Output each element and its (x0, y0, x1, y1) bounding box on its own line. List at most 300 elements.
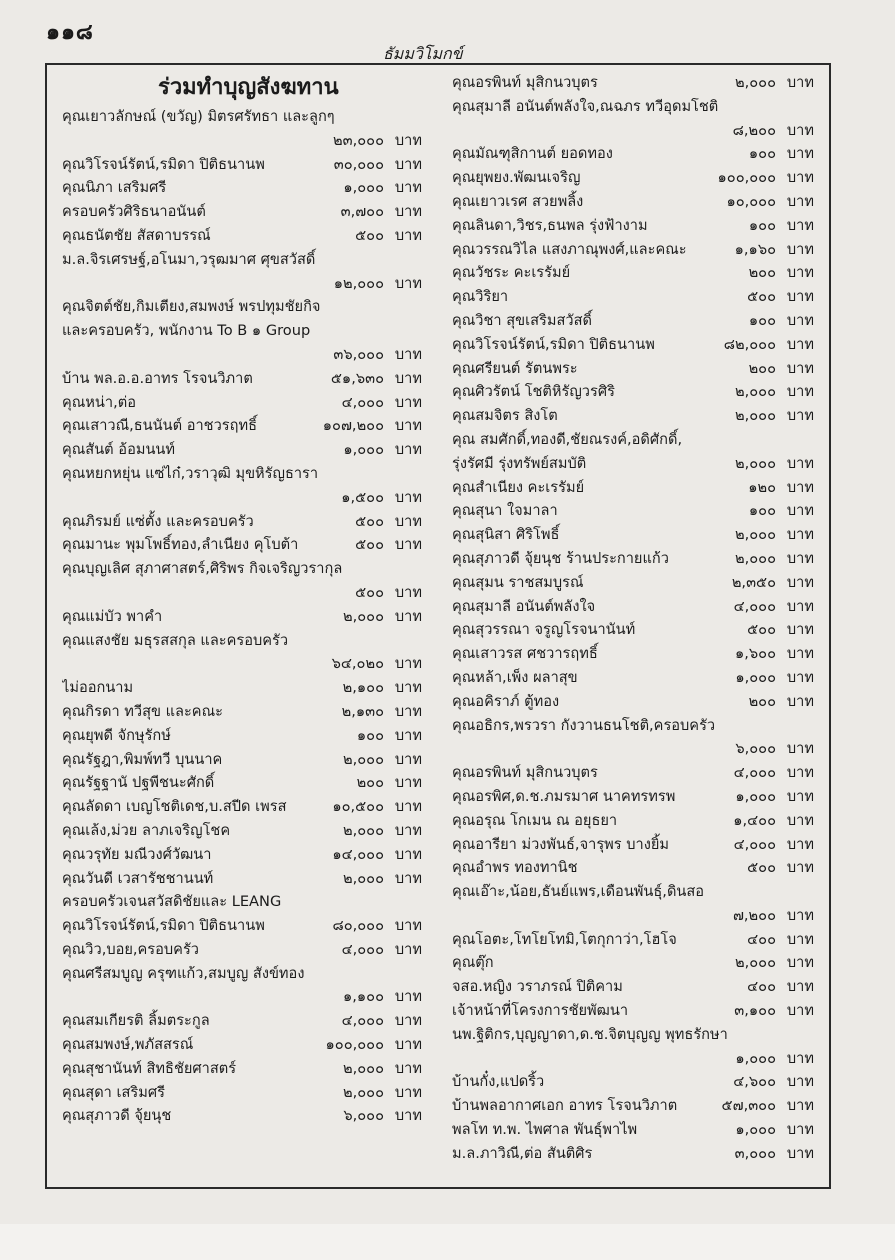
donor-line (452, 1023, 814, 1047)
donor-line (452, 404, 814, 428)
donor-name: คุณอรพินท์ มุสิกนวบุตร (452, 764, 598, 782)
currency-unit: บาท (394, 512, 422, 530)
donation-amount: ๒,๐๐๐ (343, 607, 384, 625)
currency-unit: บาท (394, 1036, 422, 1054)
donor-name: คุณยุพยง.พัฒนเจริญ (452, 169, 581, 187)
donor-name: คุณแม่บัว พาคำ (62, 607, 163, 625)
currency-unit: บาท (394, 345, 422, 363)
donation-amount: ๑๐๐ (748, 216, 776, 234)
donation-amount: ๔,๐๐๐ (341, 1012, 384, 1030)
currency-unit: บาท (786, 169, 814, 187)
currency-unit: บาท (394, 155, 422, 173)
donor-name: คุณหน่า,ต่อ (62, 393, 136, 411)
currency-unit: บาท (394, 1107, 422, 1125)
donor-name: คุณเยาวลักษณ์ (ขวัญ) มิตรศรัทธา และลูกๆ (62, 108, 335, 125)
right-column (452, 71, 814, 1166)
donor-line (452, 618, 814, 642)
donation-amount: ๑,๕๐๐ (341, 488, 384, 506)
donor-name: รุ่งรัศมี รุ่งทรัพย์สมบัติ (452, 454, 587, 472)
donor-name: คุณนิภา เสริมศรี (62, 179, 167, 197)
donor-name: คุณบุญเลิศ สุภาศาสตร์,ศิริพร กิจเจริญวรากุล (62, 560, 343, 578)
donor-line (452, 1070, 814, 1094)
donor-line (62, 367, 422, 391)
donor-line (62, 319, 422, 343)
donor-name: คุณวันดี เวสารัชชานนท์ (62, 869, 214, 887)
donor-name: คุณอำพร ทองทานิช (452, 859, 578, 877)
donation-amount: ๓๖,๐๐๐ (333, 345, 384, 363)
currency-unit: บาท (394, 679, 422, 697)
donation-amount: ๑,๑๖๐ (734, 240, 776, 258)
donor-name: คุณเอ๊าะ,น้อย,ธันย์แพร,เดือนพันธุ์,ดินสอ (452, 883, 705, 901)
donation-amount: ๖,๐๐๐ (343, 1107, 384, 1125)
currency-unit: บาท (786, 264, 814, 282)
donor-name: คุณสมจิตร สิงโต (452, 407, 558, 425)
currency-unit: บาท (394, 845, 422, 863)
donor-name: คุณยุพดี จักษุรักษ์ (62, 726, 171, 744)
donor-line (62, 272, 422, 296)
currency-unit: บาท (786, 1073, 814, 1091)
currency-unit: บาท (394, 750, 422, 768)
donor-name: คุณหล้า,เพ็ง ผลาสุข (452, 668, 578, 686)
donation-amount: ๘๐,๐๐๐ (332, 917, 384, 935)
donation-amount: ๒,๐๐๐ (343, 869, 384, 887)
donation-amount: ๒,๐๐๐ (735, 954, 776, 972)
currency-unit: บาท (786, 1097, 814, 1115)
currency-unit: บาท (394, 607, 422, 625)
donation-amount: ๒๐๐ (748, 359, 776, 377)
currency-unit: บาท (786, 335, 814, 353)
currency-unit: บาท (394, 369, 422, 387)
donor-name: คุณรัฐฎา,พิมพ์ทวี บุนนาค (62, 750, 223, 768)
donor-line (62, 700, 422, 724)
currency-unit: บาท (786, 930, 814, 948)
donor-name: คุณธนัตชัย สัสดาบรรณ์ (62, 226, 211, 244)
donation-amount: ๒,๐๐๐ (735, 549, 776, 567)
donor-line (62, 771, 422, 795)
currency-unit: บาท (394, 131, 422, 149)
donor-name: คุณภิรมย์ แซ่ตั้ง และครอบครัว (62, 512, 254, 530)
donor-line (62, 962, 422, 986)
currency-unit: บาท (394, 869, 422, 887)
donor-name: คุณอคิราภ์ ตู้ทอง (452, 692, 560, 710)
donation-amount: ๕๐๐ (355, 226, 384, 244)
donor-line (452, 214, 814, 238)
donor-line (62, 200, 422, 224)
donation-amount: ๒,๑๓๐ (341, 702, 384, 720)
donation-amount: ๖,๐๐๐ (735, 740, 776, 758)
currency-unit: บาท (786, 216, 814, 234)
page-bottom-margin (0, 1224, 895, 1260)
currency-unit: บาท (394, 726, 422, 744)
donation-amount: ๑,๐๐๐ (735, 787, 776, 805)
donor-line (452, 357, 814, 381)
donor-line (62, 867, 422, 891)
donor-line (62, 533, 422, 557)
donation-amount: ๓๐,๐๐๐ (333, 155, 384, 173)
donor-name: คุณโอตะ,โทโยโทมิ,โตกุกาว่า,โฮโจ (452, 930, 677, 948)
donor-line (452, 690, 814, 714)
donor-line (62, 510, 422, 534)
donor-line (452, 285, 814, 309)
donor-line (62, 605, 422, 629)
currency-unit: บาท (786, 74, 814, 91)
currency-unit: บาท (394, 702, 422, 720)
donation-amount: ๒,๐๐๐ (735, 74, 776, 91)
donation-amount: ๔,๐๐๐ (733, 835, 776, 853)
currency-unit: บาท (786, 859, 814, 877)
donor-name: คุณสุดา เสริมศรี (62, 1083, 165, 1101)
donation-amount: ๕๐๐ (355, 536, 384, 554)
donor-line (62, 176, 422, 200)
donation-amount: ๒๐๐ (748, 692, 776, 710)
donation-amount: ๑๐๐ (356, 726, 384, 744)
currency-unit: บาท (394, 393, 422, 411)
donor-line (452, 571, 814, 595)
donor-name: ม.ล.จิรเศรษฐ์,อโนมา,วรุฒมาศ ศุขสวัสดิ์ (62, 250, 316, 268)
donor-name: คุณสุมาลี อนันต์พลังใจ,ณฉภร ทวีอุดมโชติ (452, 97, 719, 115)
donation-amount: ๑,๔๐๐ (733, 811, 776, 829)
donor-name: คุณอรพิศ,ด.ช.ภมรมาศ นาคทรทรพ (452, 787, 676, 805)
donor-line (452, 975, 814, 999)
donor-name: คุณลัดดา เบญโชติเดช,บ.สปีด เพรส (62, 798, 287, 816)
donation-amount: ๔,๐๐๐ (733, 764, 776, 782)
donation-amount: ๑,๑๐๐ (343, 988, 384, 1006)
currency-unit: บาท (394, 203, 422, 221)
currency-unit: บาท (786, 121, 814, 139)
donor-name: คุณสุชานันท์ สิทธิชัยศาสตร์ (62, 1059, 237, 1077)
donation-amount: ๔,๐๐๐ (341, 393, 384, 411)
currency-unit: บาท (786, 240, 814, 258)
donor-line (62, 676, 422, 700)
currency-unit: บาท (786, 978, 814, 996)
left-column (62, 71, 422, 1128)
donation-amount: ๑,๐๐๐ (343, 179, 384, 197)
donor-line (62, 938, 422, 962)
donor-line (62, 129, 422, 153)
currency-unit: บาท (786, 740, 814, 758)
currency-unit: บาท (786, 692, 814, 710)
donor-line (452, 666, 814, 690)
donor-name: คุณลินดา,วิชร,ธนพล รุ่งฟ้างาม (452, 216, 648, 234)
donor-name: บ้าน พล.อ.อ.อาทร โรจนวิภาต (62, 369, 253, 387)
donor-line (452, 95, 814, 119)
donor-name: คุณรัฐฐานั ปฐพีชนะศักดิ์ (62, 774, 215, 792)
donation-amount: ๑,๖๐๐ (735, 645, 776, 663)
donation-amount: ๒๐๐ (748, 264, 776, 282)
donor-line (452, 1094, 814, 1118)
donor-line (62, 153, 422, 177)
donor-line (452, 309, 814, 333)
donor-name: คุณอรุณ โกเมน ณ อยุธยา (452, 811, 618, 829)
donation-amount: ๑,๐๐๐ (735, 668, 776, 686)
donor-line (452, 380, 814, 404)
currency-unit: บาท (786, 549, 814, 567)
donor-line (62, 224, 422, 248)
donation-amount: ๕๗,๓๐๐ (721, 1097, 776, 1115)
donation-amount: ๒,๐๐๐ (735, 526, 776, 544)
currency-unit: บาท (786, 954, 814, 972)
donation-amount: ๑๐๐ (748, 311, 776, 329)
donation-amount: ๒,๐๐๐ (735, 383, 776, 401)
donation-amount: ๘๒,๐๐๐ (723, 335, 776, 353)
donor-line (62, 843, 422, 867)
donor-name: คุณตุ๊ก (452, 954, 494, 972)
donation-amount: ๕๐๐ (747, 859, 776, 877)
donor-name: คุณศรีสมบูญ ครุฑแก้ว,สมบูญ สังข์ทอง (62, 964, 305, 982)
donation-amount: ๕๐๐ (747, 288, 776, 306)
currency-unit: บาท (394, 226, 422, 244)
donor-line (452, 523, 814, 547)
donor-name: ม.ล.ภาวิณี,ต่อ สันติศิร (452, 1144, 593, 1162)
currency-unit: บาท (394, 940, 422, 958)
donor-line (452, 714, 814, 738)
donation-amount: ๑,๐๐๐ (735, 1049, 776, 1067)
currency-unit: บาท (394, 774, 422, 792)
donor-name: คุณสุภาวดี จุ้ยนุช (62, 1107, 172, 1125)
currency-unit: บาท (786, 288, 814, 306)
currency-unit: บาท (394, 655, 422, 673)
donation-amount: ๓,๗๐๐ (340, 203, 384, 221)
currency-unit: บาท (786, 1144, 814, 1162)
donor-line (62, 391, 422, 415)
donor-line (62, 1009, 422, 1033)
donor-name: คุณอารียา ม่วงพันธ์,จารุพร บางยิ้ม (452, 835, 670, 853)
donation-amount: ๒๐๐ (356, 774, 384, 792)
donor-name: คุณวรรณวิไล แสงภาณุพงศ์,และคณะ (452, 240, 687, 258)
donor-line (452, 452, 814, 476)
donor-line (452, 238, 814, 262)
donor-line (62, 1104, 422, 1128)
donation-amount: ๗,๒๐๐ (732, 906, 776, 924)
donation-amount: ๒,๐๐๐ (735, 407, 776, 425)
donor-name: คุณวรุทัย มณีวงศ์วัฒนา (62, 845, 212, 863)
donation-amount: ๑๐๐ (748, 145, 776, 163)
donor-line (62, 724, 422, 748)
donor-line (62, 343, 422, 367)
donor-name: คุณเล้ง,ม่วย ลาภเจริญโชค (62, 821, 231, 839)
donor-line (452, 761, 814, 785)
donor-name: คุณแสงชัย มธุรสสกุล และครอบครัว (62, 631, 289, 649)
donor-line (62, 652, 422, 676)
donor-line (452, 499, 814, 523)
donor-line (452, 737, 814, 761)
donor-name: คุณมานะ พุมโพธิ์ทอง,ลำเนียง คุโบต้า (62, 536, 299, 554)
page-number: ๑๑๘ (46, 20, 94, 45)
currency-unit: บาท (786, 145, 814, 163)
currency-unit: บาท (394, 536, 422, 554)
donation-amount: ๑๔,๐๐๐ (332, 845, 384, 863)
donor-line (452, 999, 814, 1023)
currency-unit: บาท (786, 668, 814, 686)
journal-title: ธัมมวิโมกข์ (383, 44, 463, 63)
donor-line (62, 1081, 422, 1105)
donor-line (452, 785, 814, 809)
donation-amount: ๖๔,๐๒๐ (331, 655, 384, 673)
donation-amount: ๓,๐๐๐ (734, 1144, 776, 1162)
donor-name: คุณเยาวเรศ สวยพลิ้ง (452, 192, 584, 210)
currency-unit: บาท (786, 478, 814, 496)
donation-amount: ๒,๐๐๐ (343, 1059, 384, 1077)
donor-line (452, 71, 814, 95)
donor-name: คุณสุวรรณา จรูญโรจนานันท์ (452, 621, 636, 639)
donor-line (452, 904, 814, 928)
donor-name: คุณมัณฑุสิกานต์ ยอดทอง (452, 145, 613, 163)
donor-name: คุณวิว,บอย,ครอบครัว (62, 940, 199, 958)
donation-amount: ๑๐,๕๐๐ (332, 798, 384, 816)
currency-unit: บาท (394, 417, 422, 435)
donation-amount: ๒,๑๐๐ (342, 679, 384, 697)
donor-name: คุณสันต์ อ้อมนนท์ (62, 441, 176, 459)
donor-line (452, 1118, 814, 1142)
donation-amount: ๑,๐๐๐ (735, 1121, 776, 1139)
donor-line (62, 985, 422, 1009)
currency-unit: บาท (394, 798, 422, 816)
currency-unit: บาท (786, 811, 814, 829)
donor-name: คุณวัชระ คะเรรัมย์ (452, 264, 571, 282)
section-title: ร่วมทำบุญสังฆทาน (158, 75, 339, 100)
donation-amount: ๔,๐๐๐ (733, 597, 776, 615)
donation-amount: ๔,๐๐๐ (341, 940, 384, 958)
donor-name: คุณสุมาลี อนันต์พลังใจ (452, 597, 596, 615)
donor-line (62, 748, 422, 772)
currency-unit: บาท (394, 1083, 422, 1101)
donation-amount: ๔,๖๐๐ (733, 1073, 776, 1091)
currency-unit: บาท (786, 1049, 814, 1067)
currency-unit: บาท (786, 383, 814, 401)
donor-name: ครอบครัวศิริธนาอนันต์ (62, 203, 206, 221)
donor-line (62, 914, 422, 938)
donor-name: บ้านกั๋ง,แปดริ้ว (452, 1073, 545, 1091)
donor-name: คุณสำเนียง คะเรรัมย์ (452, 478, 585, 496)
currency-unit: บาท (786, 454, 814, 472)
currency-unit: บาท (786, 1121, 814, 1139)
donation-amount: ๔๐๐ (747, 930, 776, 948)
donor-line (452, 261, 814, 285)
donor-name: คุณเสาวรส ศชวารฤทธิ์ (452, 645, 598, 663)
currency-unit: บาท (394, 583, 422, 601)
donor-line (62, 486, 422, 510)
currency-unit: บาท (786, 787, 814, 805)
donation-amount: ๑๐๐,๐๐๐ (325, 1036, 384, 1054)
donation-amount: ๕๐๐ (747, 621, 776, 639)
donor-line (62, 295, 422, 319)
donor-line (452, 333, 814, 357)
donor-line (62, 105, 422, 129)
donor-name: และครอบครัว, พนักงาน To B ๑ Group (62, 322, 311, 340)
currency-unit: บาท (394, 917, 422, 935)
currency-unit: บาท (786, 597, 814, 615)
donor-name: เจ้าหน้าที่โครงการชัยพัฒนา (452, 1002, 629, 1020)
donor-line (452, 547, 814, 571)
donation-amount: ๒,๐๐๐ (343, 1083, 384, 1101)
donor-line (452, 642, 814, 666)
currency-unit: บาท (394, 1059, 422, 1077)
donor-line (62, 629, 422, 653)
donor-name: ไม่ออกนาม (62, 679, 134, 697)
donor-line (62, 1057, 422, 1081)
currency-unit: บาท (394, 274, 422, 292)
donor-name: คุณหยกหยุ่น แซ่ไก๋,วราวุฒิ มุขหิรัญธารา (62, 464, 319, 482)
donation-amount: ๒,๓๕๐ (731, 573, 776, 591)
donor-line (62, 890, 422, 914)
donor-name: คุณเสาวณี,ธนนันต์ อาชวรฤทธิ์ (62, 417, 257, 435)
donor-line (62, 581, 422, 605)
donor-line (62, 557, 422, 581)
currency-unit: บาท (786, 359, 814, 377)
donor-line (452, 119, 814, 143)
donor-line (452, 809, 814, 833)
donor-name: คุณอธิกร,พรวรา กังวานธนโชติ,ครอบครัว (452, 716, 716, 734)
currency-unit: บาท (394, 488, 422, 506)
donor-name: คุณสุนา ใจมาลา (452, 502, 558, 520)
donor-name: คุณศิวรัตน์ โชติหิรัญวรศิริ (452, 383, 615, 401)
donation-amount: ๑๒,๐๐๐ (333, 274, 384, 292)
donor-line (62, 1033, 422, 1057)
donor-line (62, 795, 422, 819)
donor-name: นพ.ฐิติกร,บุญญาดา,ด.ช.จิตบุญญ พุทธรักษา (452, 1025, 728, 1043)
donor-line (452, 476, 814, 500)
donor-line (62, 248, 422, 272)
currency-unit: บาท (786, 407, 814, 425)
currency-unit: บาท (394, 441, 422, 459)
currency-unit: บาท (786, 573, 814, 591)
donor-line (62, 438, 422, 462)
donor-name: จสอ.หญิง วราภรณ์ ปิติคาม (452, 978, 623, 996)
currency-unit: บาท (786, 1002, 814, 1020)
currency-unit: บาท (786, 764, 814, 782)
currency-unit: บาท (786, 192, 814, 210)
donor-line (452, 928, 814, 952)
donor-line (452, 880, 814, 904)
donation-amount: ๑๐๐,๐๐๐ (717, 169, 776, 187)
donor-line (452, 1142, 814, 1166)
donor-line (452, 595, 814, 619)
donation-amount: ๕๐๐ (355, 583, 384, 601)
donor-name: คุณวิโรจน์รัตน์,รมิดา ปิติธนานพ (62, 917, 265, 935)
donor-line (452, 166, 814, 190)
currency-unit: บาท (394, 1012, 422, 1030)
currency-unit: บาท (786, 906, 814, 924)
currency-unit: บาท (786, 502, 814, 520)
donation-amount: ๕๐๐ (355, 512, 384, 530)
donor-name: คุณอรพินท์ มุสิกนวบุตร (452, 74, 598, 91)
donor-line (452, 190, 814, 214)
donor-name: คุณวิโรจน์รัตน์,รมิดา ปิติธนานพ (452, 335, 655, 353)
donation-amount: ๒,๐๐๐ (735, 454, 776, 472)
donation-amount: ๑๐,๐๐๐ (726, 192, 776, 210)
donation-amount: ๒,๐๐๐ (343, 750, 384, 768)
donor-line (452, 1047, 814, 1071)
donation-amount: ๕๑,๖๓๐ (330, 369, 384, 387)
donation-amount: ๘,๒๐๐ (732, 121, 776, 139)
donor-name: บ้านพลอากาศเอก อาทร โรจนวิภาต (452, 1097, 678, 1115)
donor-line (452, 142, 814, 166)
donor-name: คุณสุภาวดี จุ้ยนุช ร้านประกายแก้ว (452, 549, 669, 567)
currency-unit: บาท (394, 988, 422, 1006)
donor-name: คุณสุมน ราชสมบูรณ์ (452, 573, 584, 591)
donation-amount: ๒,๐๐๐ (343, 821, 384, 839)
donor-name: คุณวิริยา (452, 288, 509, 306)
donor-line (452, 951, 814, 975)
currency-unit: บาท (786, 621, 814, 639)
donor-name: คุณสุนิสา ศิริโพธิ์ (452, 526, 560, 544)
currency-unit: บาท (394, 821, 422, 839)
donor-name: คุณสมพงษ์,พภัสสรณ์ (62, 1036, 194, 1054)
donor-name: คุณวิโรจน์รัตน์,รมิดา ปิติธนานพ (62, 155, 265, 173)
donation-amount: ๑,๐๐๐ (343, 441, 384, 459)
donor-name: ครอบครัวเจนสวัสดิชัยและ LEANG (62, 893, 282, 911)
donation-amount: ๓,๑๐๐ (734, 1002, 776, 1020)
